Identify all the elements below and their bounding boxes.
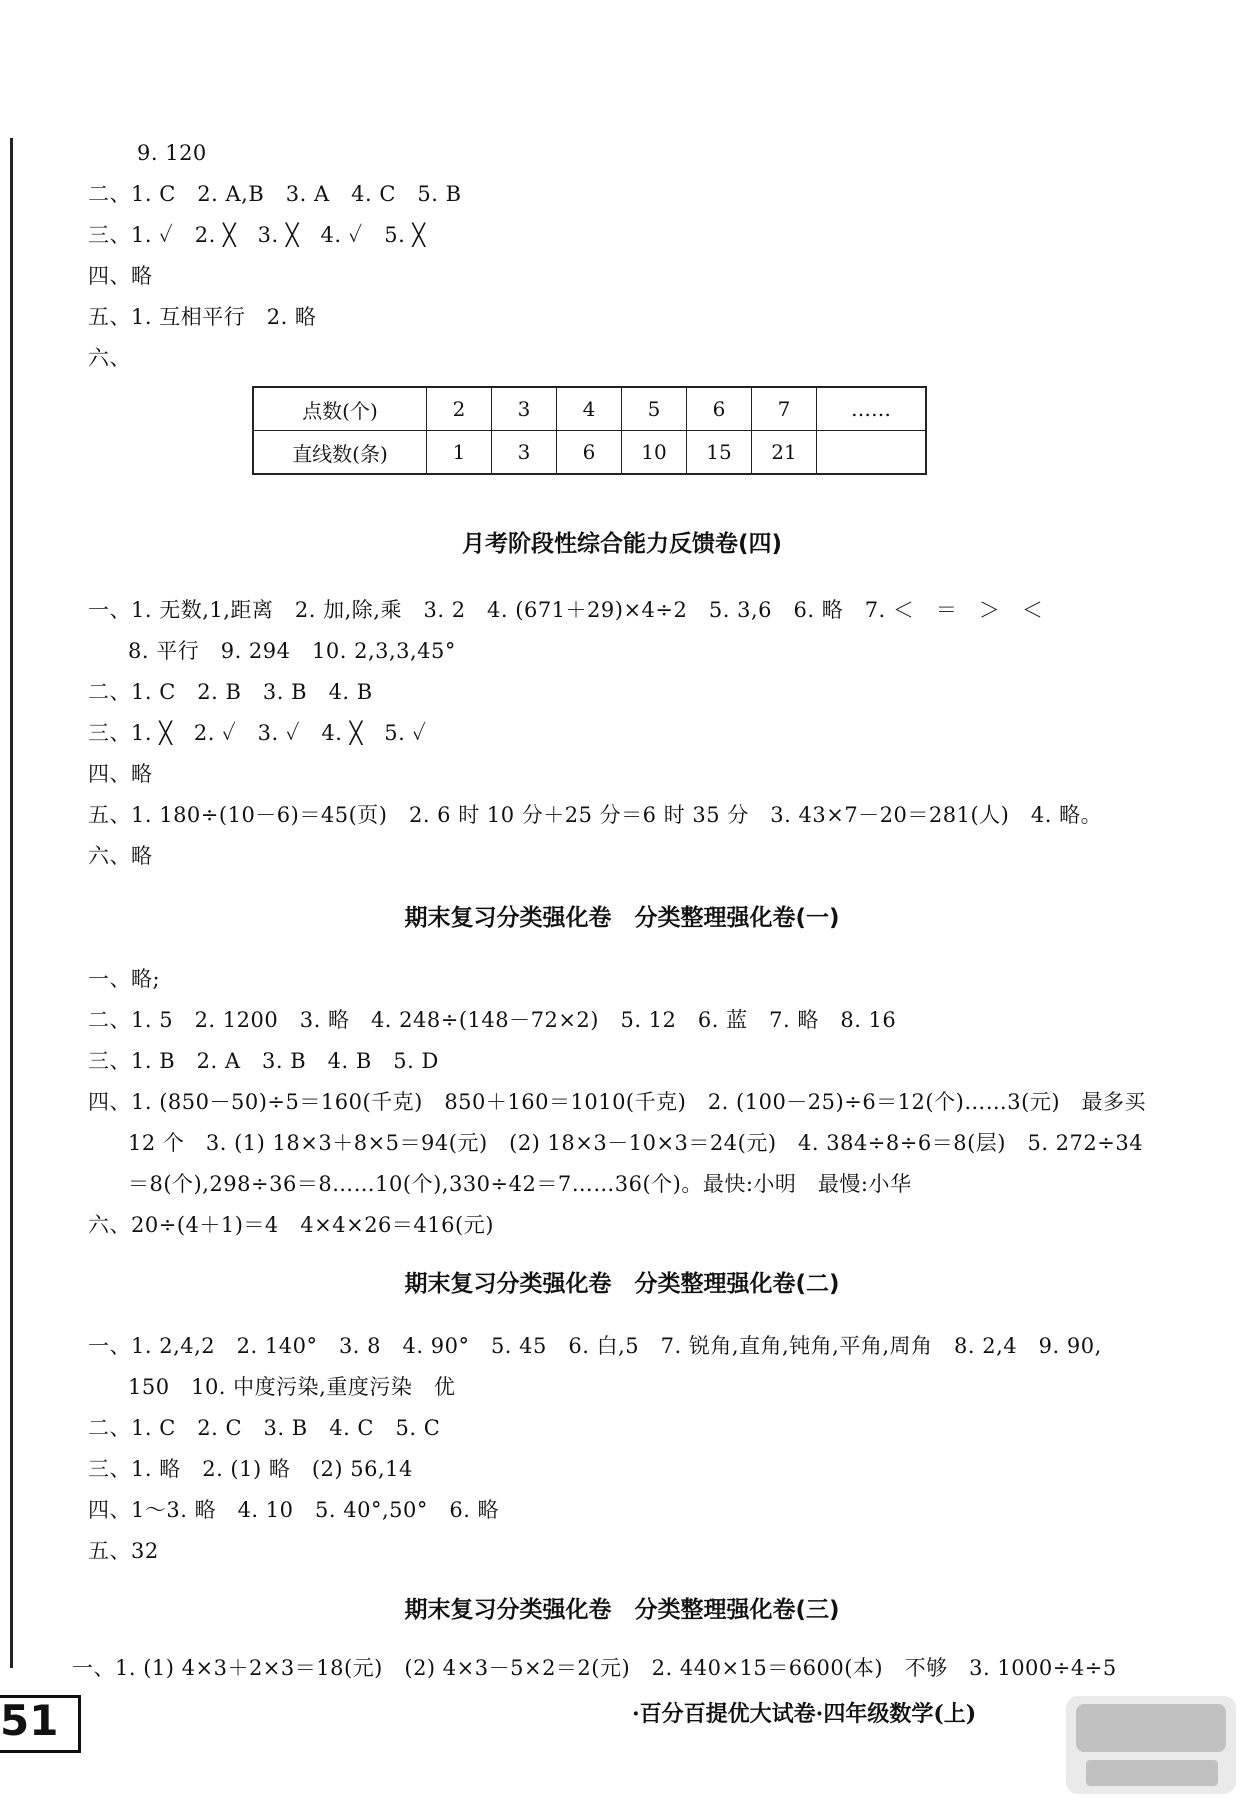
- points-lines-table: [252, 386, 927, 475]
- answer-line: 五、1. 互相平行 2. 略: [88, 305, 317, 329]
- answer-line: 六、20÷(4＋1)＝4 4×4×26＝416(元): [88, 1213, 494, 1237]
- answer-line: 一、1. 无数,1,距离 2. 加,除,乘 3. 2 4. (671＋29)×4÷2 5. 3,6 6. 略 7. ＜ ＝ ＞ ＜: [88, 598, 1044, 622]
- answer-line: ＝8(个),298÷36＝8……10(个),330÷42＝7……36(个)。最快:小明 最慢:小华: [128, 1172, 912, 1196]
- section-title: 期末复习分类强化卷 分类整理强化卷(三): [404, 1597, 840, 1623]
- section-title: 期末复习分类强化卷 分类整理强化卷(一): [404, 905, 840, 931]
- answer-line: 三、1. ✓ 2. ╳ 3. ╳ 4. ✓ 5. ╳: [88, 223, 426, 247]
- table-cell: 4: [557, 387, 622, 431]
- table-cell: [817, 431, 927, 475]
- answer-line: 四、略: [88, 264, 153, 288]
- page-number: 51: [0, 1696, 59, 1745]
- table-cell: 2: [427, 387, 492, 431]
- table-cell: 15: [687, 431, 752, 475]
- answer-line: 一、1. 2,4,2 2. 140° 3. 8 4. 90° 5. 45 6. 白,5 7. 锐角,直角,钝角,平角,周角 8. 2,4 9. 90,: [88, 1334, 1102, 1358]
- answer-line: 8. 平行 9. 294 10. 2,3,3,45°: [128, 639, 456, 663]
- table-cell: 6: [687, 387, 752, 431]
- table-cell: 6: [557, 431, 622, 475]
- table-cell: 3: [492, 387, 557, 431]
- answer-line: 二、1. C 2. C 3. B 4. C 5. C: [88, 1416, 441, 1440]
- watermark-logo: [1062, 1690, 1242, 1800]
- table-cell: 7: [752, 387, 817, 431]
- answer-line: 四、1～3. 略 4. 10 5. 40°,50° 6. 略: [88, 1498, 500, 1522]
- answer-line: 三、1. 略 2. (1) 略 (2) 56,14: [88, 1457, 413, 1481]
- table-cell: ……: [817, 387, 927, 431]
- book-title-footer: ·百分百提优大试卷·四年级数学(上): [632, 1701, 977, 1727]
- answer-line: 9. 120: [137, 141, 207, 165]
- section-title: 期末复习分类强化卷 分类整理强化卷(二): [404, 1271, 840, 1297]
- table-row: [253, 387, 926, 431]
- answer-line: 12 个 3. (1) 18×3＋8×5＝94(元) (2) 18×3－10×3＝24(元) 4. 384÷8÷6＝8(层) 5. 272÷34: [128, 1131, 1144, 1155]
- answer-line: 六、: [88, 346, 131, 370]
- table-cell: 5: [622, 387, 687, 431]
- left-margin-line: [10, 138, 13, 1668]
- table-cell: 10: [622, 431, 687, 475]
- answer-line: 二、1. 5 2. 1200 3. 略 4. 248÷(148－72×2) 5. 12 6. 蓝 7. 略 8. 16: [88, 1008, 897, 1032]
- table-cell: 21: [752, 431, 817, 475]
- table-cell: 1: [427, 431, 492, 475]
- table-row: [253, 431, 926, 475]
- table-row-label: 点数(个): [253, 387, 427, 431]
- section-title: 月考阶段性综合能力反馈卷(四): [461, 531, 783, 557]
- answer-line: 五、32: [88, 1539, 159, 1563]
- answer-line: 一、略;: [88, 967, 161, 991]
- answer-line: 二、1. C 2. B 3. B 4. B: [88, 680, 373, 704]
- answer-line: 三、1. ╳ 2. ✓ 3. ✓ 4. ╳ 5. ✓: [88, 721, 427, 745]
- answer-line: 150 10. 中度污染,重度污染 优: [128, 1375, 456, 1399]
- answer-line: 四、1. (850－50)÷5＝160(千克) 850＋160＝1010(千克) 2. (100－25)÷6＝12(个)……3(元) 最多买: [88, 1090, 1147, 1114]
- answer-line: 一、1. (1) 4×3＋2×3＝18(元) (2) 4×3－5×2＝2(元) 2. 440×15＝6600(本) 不够 3. 1000÷4÷5: [72, 1656, 1117, 1680]
- table-cell: 3: [492, 431, 557, 475]
- answer-line: 三、1. B 2. A 3. B 4. B 5. D: [88, 1049, 439, 1073]
- table-row-label: 直线数(条): [253, 431, 427, 475]
- answer-line: 五、1. 180÷(10－6)＝45(页) 2. 6 时 10 分＋25 分＝6 时 35 分 3. 43×7－20＝281(人) 4. 略。: [88, 803, 1103, 827]
- answer-line: 二、1. C 2. A,B 3. A 4. C 5. B: [88, 182, 462, 206]
- answer-line: 六、略: [88, 844, 153, 868]
- answer-line: 四、略: [88, 762, 153, 786]
